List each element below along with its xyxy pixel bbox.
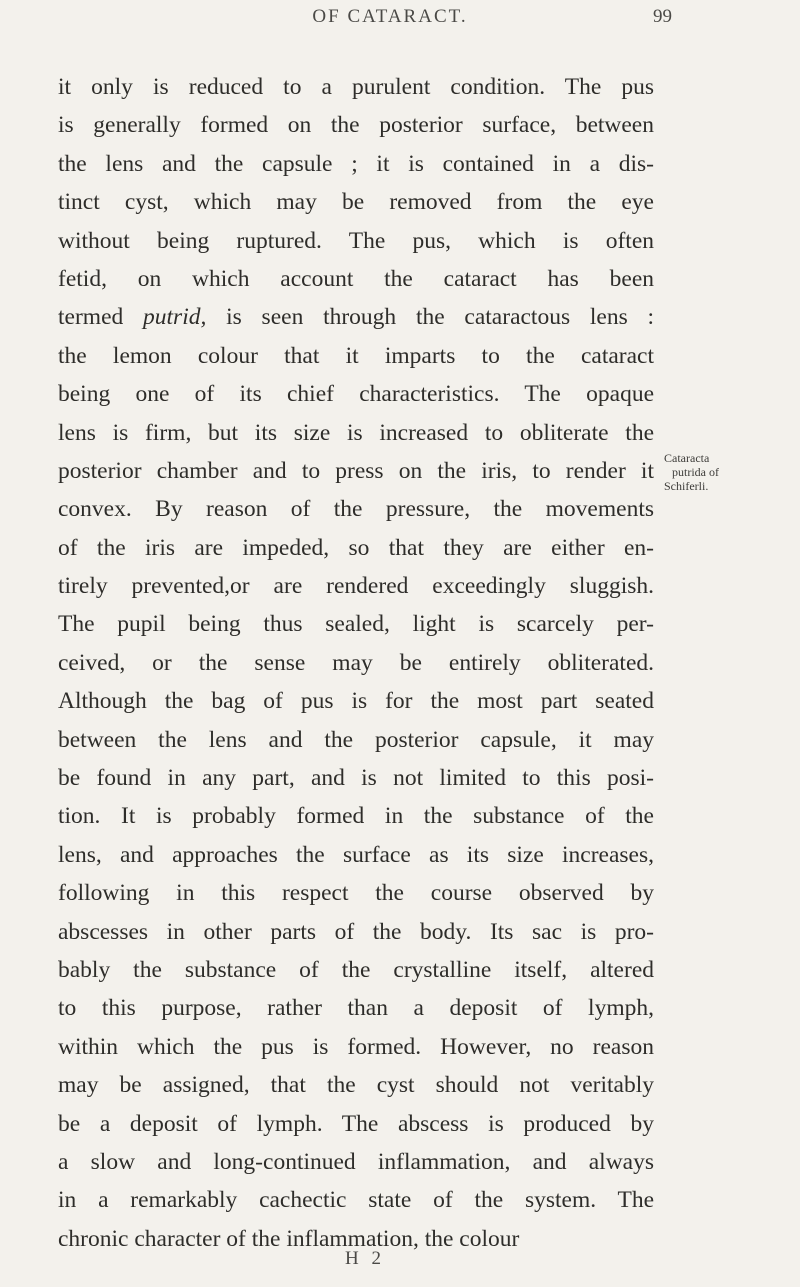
text-line: following in this respect the course observed by bbox=[58, 880, 654, 907]
running-title: OF CATARACT. bbox=[312, 6, 468, 27]
text-line: may be assigned, that the cyst should not veritably bbox=[58, 1072, 654, 1099]
running-head bbox=[0, 6, 800, 46]
text-fragment: is seen through the cataractous lens : bbox=[226, 304, 655, 331]
text-line: within which the pus is formed. However, no reason bbox=[58, 1033, 654, 1060]
text-line: tion. It is probably formed in the substance of the bbox=[58, 803, 654, 830]
text-line: be found in any part, and is not limited to this posi- bbox=[58, 765, 654, 792]
text-line: it only is reduced to a purulent condition. The pus bbox=[58, 74, 654, 100]
text-line: lens is firm, but its size is increased to obliterate the bbox=[58, 419, 654, 446]
text-line: lens, and approaches the surface as its size increases, bbox=[58, 841, 654, 868]
text-line-with-italic bbox=[58, 298, 654, 336]
body-text bbox=[58, 68, 654, 1258]
text-line: without being ruptured. The pus, which is often bbox=[58, 227, 654, 254]
text-line: chronic character of the inflammation, the colour bbox=[58, 1225, 520, 1252]
text-line: the lemon colour that it imparts to the cataract bbox=[58, 342, 654, 369]
text-line: is generally formed on the posterior surface, between bbox=[58, 112, 654, 139]
text-line: between the lens and the posterior capsule, it may bbox=[58, 726, 654, 753]
text-line: a slow and long-continued inflammation, and always bbox=[58, 1148, 654, 1175]
text-line: of the iris are impeded, so that they are either en- bbox=[58, 534, 654, 561]
text-line: The pupil being thus sealed, light is scarcely per- bbox=[58, 611, 654, 638]
margin-note bbox=[664, 451, 738, 493]
text-line: the lens and the capsule ; it is contained in a dis- bbox=[58, 150, 654, 177]
text-line: tinct cyst, which may be removed from the eye bbox=[58, 189, 654, 216]
text-line: Although the bag of pus is for the most part seated bbox=[58, 688, 654, 715]
text-line: being one of its chief characteristics. The opaque bbox=[58, 381, 654, 408]
text-line: in a remarkably cachectic state of the system. The bbox=[58, 1187, 654, 1214]
text-line: bably the substance of the crystalline itself, altered bbox=[58, 956, 654, 983]
text-line: abscesses in other parts of the body. Its sac is pro- bbox=[58, 918, 654, 945]
text-line: posterior chamber and to press on the iris, to render it bbox=[58, 457, 654, 484]
text-fragment: termed bbox=[58, 304, 124, 331]
text-line: ceived, or the sense may be entirely obliterated. bbox=[58, 649, 654, 676]
margin-note-line: putrida of bbox=[672, 465, 719, 479]
text-line: fetid, on which account the cataract has been bbox=[58, 265, 654, 292]
signature-mark: H 2 bbox=[345, 1248, 385, 1269]
page-number: 99 bbox=[653, 6, 672, 27]
text-line: tirely prevented,or are rendered exceedingly sluggish. bbox=[58, 573, 654, 600]
margin-note-line: Cataracta bbox=[664, 451, 710, 465]
italic-term: putrid, bbox=[143, 304, 207, 331]
text-line: convex. By reason of the pressure, the movements bbox=[58, 496, 654, 523]
text-line: be a deposit of lymph. The abscess is produced by bbox=[58, 1110, 654, 1137]
margin-note-line: Schiferli. bbox=[664, 479, 709, 493]
text-line: to this purpose, rather than a deposit of lymph, bbox=[58, 995, 654, 1022]
